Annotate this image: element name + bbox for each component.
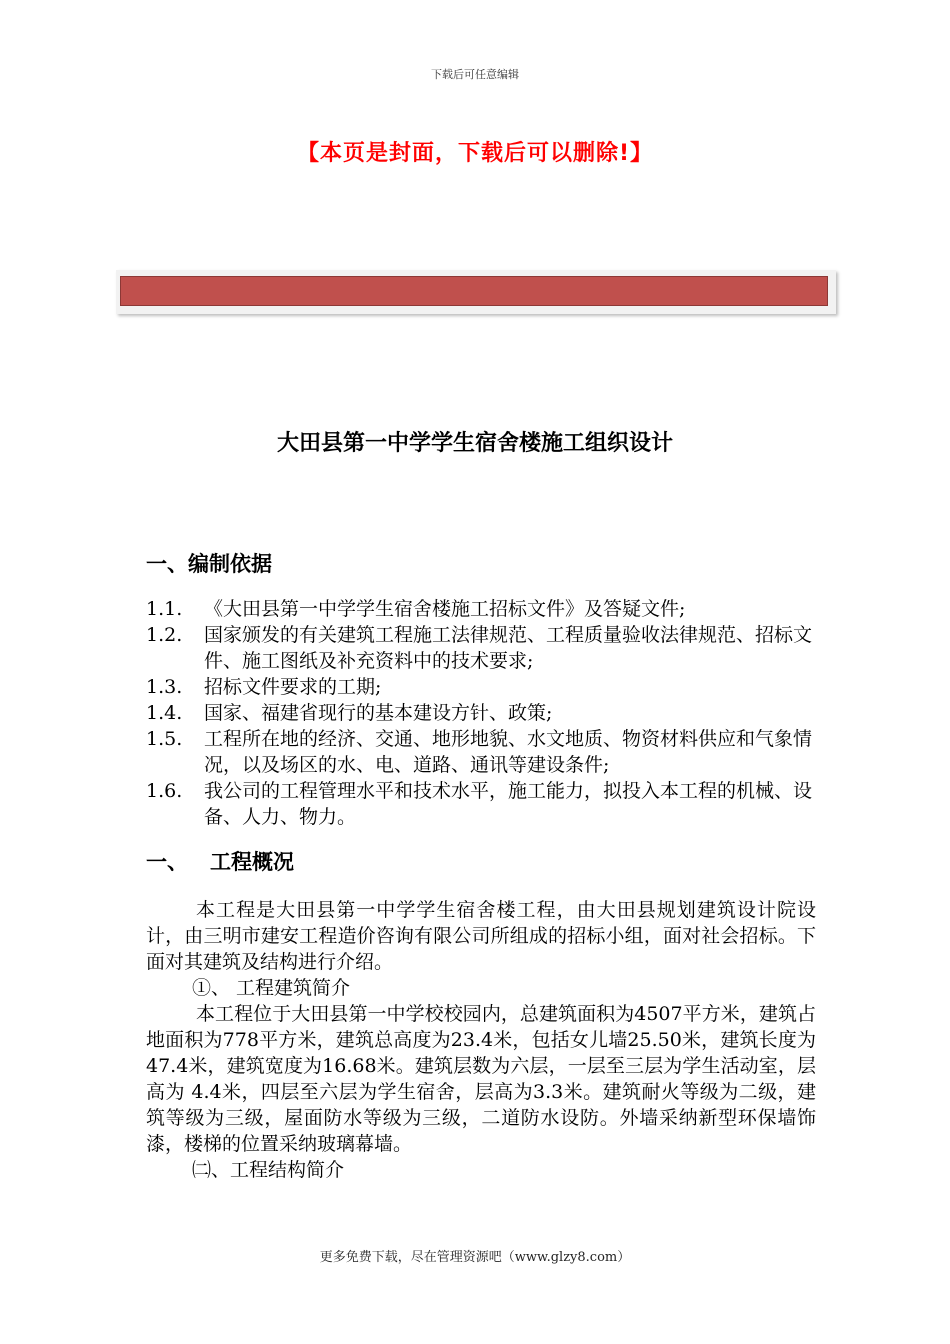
page-header-note: 下载后可任意编辑: [431, 68, 519, 81]
list-item-number: 1.3.: [146, 676, 183, 698]
subheading-structure: ㈡、工程结构简介: [192, 1159, 345, 1181]
list-item: [146, 622, 826, 674]
decorative-banner: [116, 270, 836, 314]
overview-body: [146, 897, 816, 1183]
list-item-text: 我公司的工程管理水平和技术水平，施工能力，拟投入本工程的机械、设备、人力、物力。: [204, 780, 813, 828]
list-item-text: 《大田县第一中学学生宿舍楼施工招标文件》及答疑文件;: [204, 598, 686, 620]
overview-intro-paragraph: 本工程是大田县第一中学学生宿舍楼工程，由大田县规划建筑设计院设计，由三明市建安工程造价咨询有限公司所组成的招标小组，面对社会招标。下面对其建筑及结构进行介绍。: [146, 899, 816, 973]
architecture-paragraph: 本工程位于大田县第一中学校校园内，总建筑面积为4507平方米，建筑占地面积为778平方米，建筑总高度为23.4米，包括女儿墙25.50米，建筑长度为47.4米，建筑宽度为16.68米。建筑层数为六层，一层至三层为学生活动室，层高为 4.4米，四层至六层为学生宿舍，层高为3.3米。建筑耐火等级为二级，建筑等级为三级，屋面防水等级为三级，二道防水设防。外墙采纳新型环保墙饰漆，楼梯的位置采纳玻璃幕墙。: [146, 1003, 816, 1155]
cover-notice: 【本页是封面，下载后可以删除!】: [296, 141, 654, 166]
list-item: [146, 596, 826, 622]
list-item-number: 1.6.: [146, 780, 183, 802]
list-item-text: 工程所在地的经济、交通、地形地貌、水文地质、物资材料供应和气象情况，以及场区的水、电、道路、通讯等建设条件;: [204, 728, 813, 776]
section-heading-number: 一、: [146, 850, 188, 874]
section-heading-text: 工程概况: [210, 850, 294, 874]
list-item-number: 1.4.: [146, 702, 183, 724]
list-item: [146, 700, 826, 726]
list-item: [146, 778, 826, 830]
list-item-text: 招标文件要求的工期;: [204, 676, 382, 698]
section-heading-basis: 一、编制依据: [146, 552, 272, 576]
list-item-text: 国家、福建省现行的基本建设方针、政策;: [204, 702, 553, 724]
list-item: [146, 726, 826, 778]
document-title: 大田县第一中学学生宿舍楼施工组织设计: [276, 431, 673, 456]
list-item-number: 1.2.: [146, 624, 183, 646]
subheading-architecture: ①、 工程建筑简介: [192, 977, 351, 999]
decorative-banner-fill: [120, 276, 828, 306]
list-item: [146, 674, 826, 700]
list-item-number: 1.1.: [146, 598, 183, 620]
page-footer: 更多免费下载，尽在管理资源吧（www.glzy8.com）: [319, 1250, 631, 1265]
basis-list: [146, 596, 826, 830]
list-item-text: 国家颁发的有关建筑工程施工法律规范、工程质量验收法律规范、招标文件、施工图纸及补充资料中的技术要求;: [204, 624, 813, 672]
list-item-number: 1.5.: [146, 728, 183, 750]
section-heading-overview: [146, 846, 294, 876]
